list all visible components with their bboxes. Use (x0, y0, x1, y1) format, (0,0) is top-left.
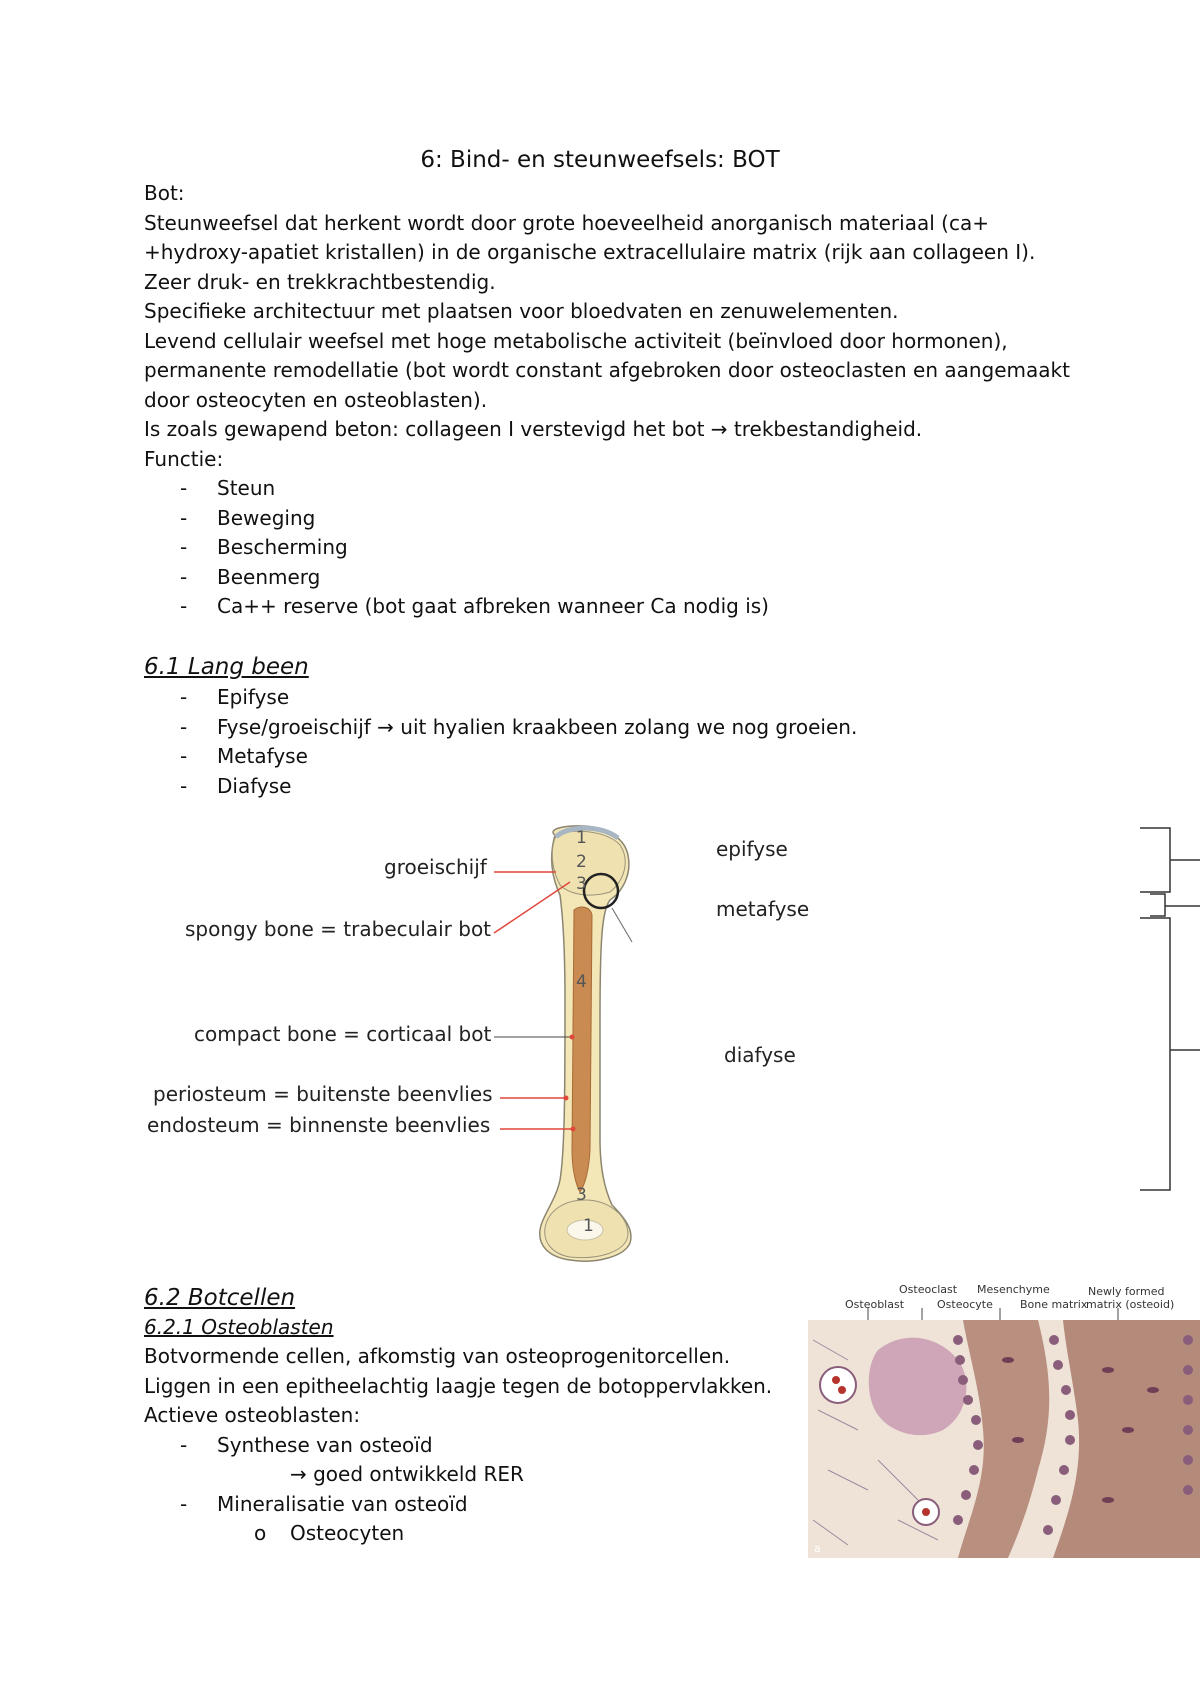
body-line: Actieve osteoblasten: (144, 1403, 361, 1427)
long-bone-figure (0, 820, 1200, 1270)
page-title: 6: Bind- en steunweefsels: BOT (420, 147, 780, 173)
list-item: - Ca++ reserve (bot gaat afbreken wanneer Ca nodig is) (180, 594, 769, 618)
label-periosteum: periosteum = buitenste beenvlies (153, 1082, 493, 1106)
intro-line: permanente remodellatie (bot wordt constant afgebroken door osteoclasten en aangemaakt (144, 358, 1070, 382)
metafyse-bracket (1150, 894, 1200, 916)
list-item: - Epifyse (180, 685, 290, 709)
number-label: 3 (576, 874, 587, 894)
intro-line: Functie: (144, 446, 224, 471)
caption-osteoblast: Osteoblast (845, 1298, 905, 1311)
label-spongy-bone: spongy bone = trabeculair bot (185, 917, 492, 941)
intro-block (144, 179, 1070, 622)
list-item: - Steun (180, 476, 276, 500)
number-label: 2 (576, 852, 587, 872)
periosteum-dot (564, 1096, 569, 1101)
function-list (144, 474, 1064, 622)
list-item: - Beweging (180, 505, 316, 530)
intro-line: +hydroxy-apatiet kristallen) in de organische extracellulaire matrix (rijk aan collageen I). (144, 240, 1036, 264)
list-item: - Diafyse (180, 773, 292, 798)
list-item: - Fyse/groeischijf → uit hyalien kraakbeen zolang we nog groeien. (180, 714, 858, 739)
metaphysis-pointer (612, 908, 632, 942)
list-item: - Synthese van osteoïd (180, 1432, 433, 1457)
caption-bone-matrix: Bone matrix (1020, 1298, 1088, 1311)
caption-osteocyte: Osteocyte (937, 1298, 993, 1311)
label-groeischijf: groeischijf (384, 855, 487, 879)
diafyse-bracket (1140, 918, 1200, 1190)
marrow-cavity (572, 907, 592, 1192)
list-item: - Mineralisatie van osteoïd (180, 1491, 468, 1516)
intro-line: Is zoals gewapend beton: collageen I verstevigd het bot → trekbestandigheid. (144, 417, 923, 441)
region-diafyse: diafyse (724, 1043, 796, 1067)
spongy-line (494, 882, 570, 933)
osteoblast-list (144, 1431, 784, 1461)
number-label: 1 (576, 828, 587, 848)
intro-line: Steunweefsel dat herkent wordt door grote hoeveelheid anorganisch materiaal (ca+ (144, 210, 989, 235)
bone-parts-list (144, 683, 1064, 801)
label-compact-bone: compact bone = corticaal bot (194, 1022, 492, 1046)
number-label: 4 (576, 972, 587, 992)
caption-matrix-osteoid: matrix (osteoid) (1086, 1298, 1175, 1311)
body-line: Botvormende cellen, afkomstig van osteoprogenitorcellen. (144, 1344, 731, 1368)
caption-mesenchyme: Mesenchyme (977, 1283, 1050, 1296)
osteoblast-list-2 (144, 1490, 784, 1520)
sub-heading-6-2-1: 6.2.1 Osteoblasten (144, 1315, 334, 1339)
compact-dot (570, 1035, 575, 1040)
sub-item-osteocyten: o Osteocyten (254, 1521, 405, 1545)
intro-line: Levend cellulair weefsel met hoge metabolische activiteit (beïnvloed door hormonen), (144, 328, 1008, 353)
label-endosteum: endosteum = binnenste beenvlies (147, 1113, 491, 1137)
intro-line: Zeer druk- en trekkrachtbestendig. (144, 269, 496, 294)
endosteum-dot (571, 1127, 576, 1132)
caption-osteoclast: Osteoclast (899, 1283, 958, 1296)
number-label: 3 (576, 1185, 587, 1205)
section-heading-6-1: 6.1 Lang been (144, 654, 309, 680)
intro-line: Bot: (144, 181, 185, 205)
list-item: - Bescherming (180, 535, 348, 559)
section-heading-6-2: 6.2 Botcellen (144, 1285, 296, 1311)
number-label: 1 (583, 1216, 594, 1236)
epifyse-bracket (1140, 828, 1200, 892)
osteoblast-micrograph (808, 1320, 1200, 1558)
body-line: Liggen in een epitheelachtig laagje tegen de botoppervlakken. (144, 1373, 773, 1398)
intro-line: Specifieke architectuur met plaatsen voor bloedvaten en zenuwelementen. (144, 299, 899, 323)
arrow-line: → goed ontwikkeld RER (290, 1462, 524, 1486)
list-item: - Metafyse (180, 744, 308, 768)
epiphysis-top (552, 831, 625, 895)
panel-letter: a (814, 1542, 821, 1555)
list-item: - Beenmerg (180, 564, 321, 589)
caption-newly-formed: Newly formed (1088, 1285, 1165, 1298)
region-metafyse: metafyse (716, 897, 810, 921)
intro-line: door osteocyten en osteoblasten). (144, 387, 488, 412)
region-epifyse: epifyse (716, 837, 788, 861)
section-6-1-list-block (144, 683, 1064, 801)
section-6-2-block (144, 1342, 784, 1549)
micrograph-drawing (808, 1320, 1200, 1558)
